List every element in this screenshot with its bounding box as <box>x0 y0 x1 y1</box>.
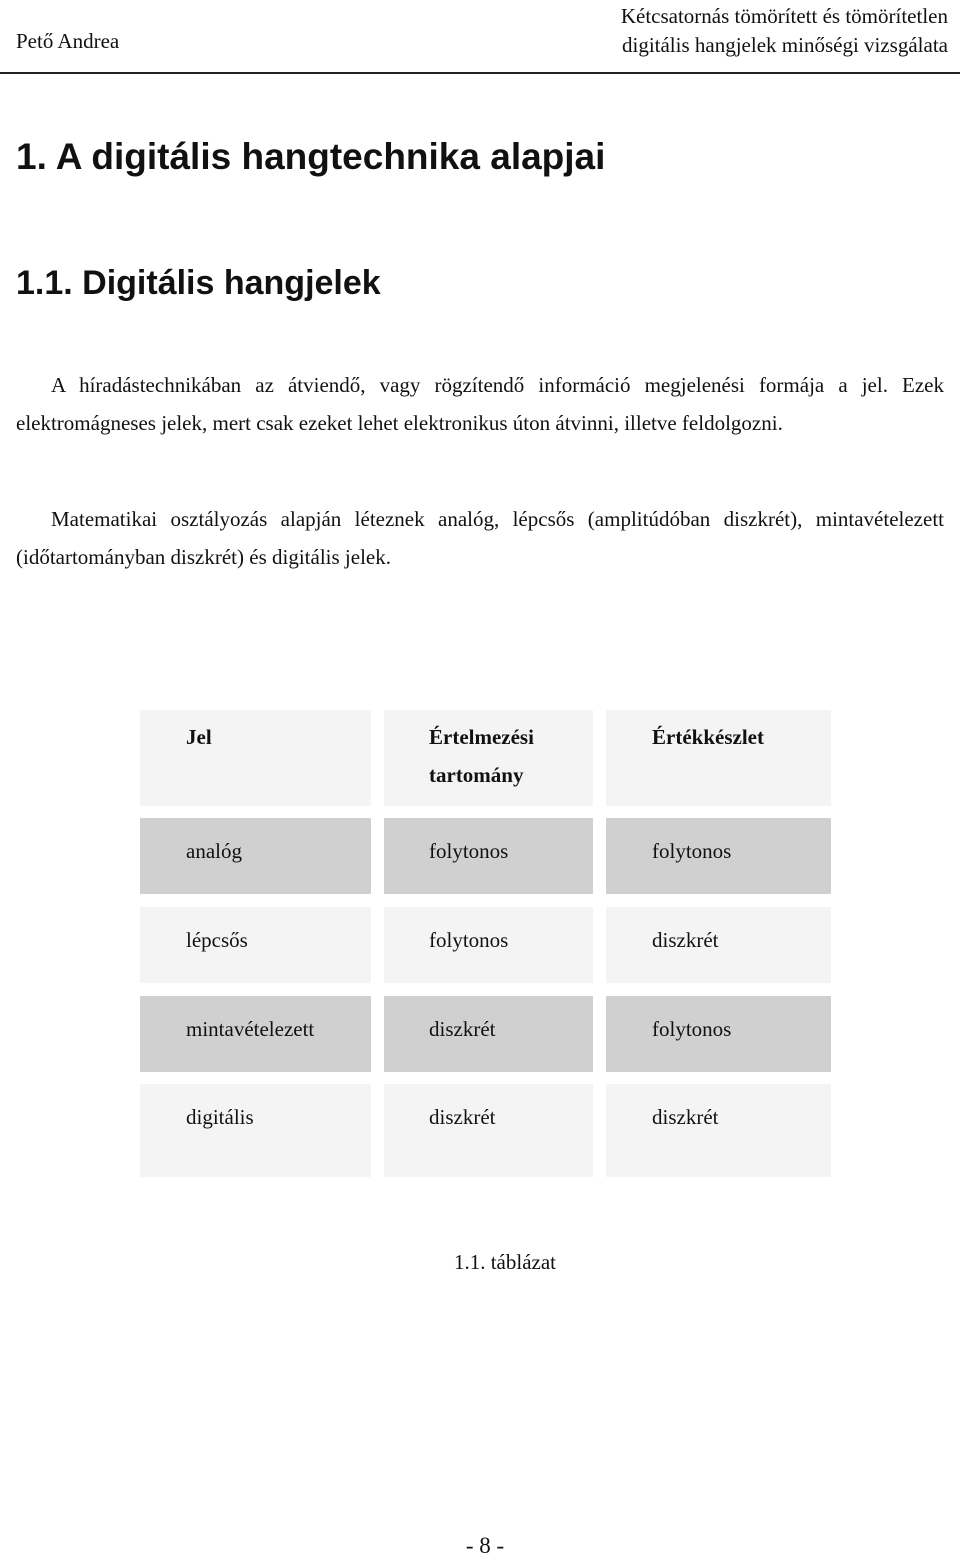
table-cell: diszkrét <box>384 1084 593 1177</box>
header-author: Pető Andrea <box>16 29 120 53</box>
chapter-title: 1. A digitális hangtechnika alapjai <box>16 136 606 177</box>
header-title <box>621 2 948 60</box>
table-cell: folytonos <box>384 818 593 894</box>
table-cell: digitális <box>140 1084 371 1177</box>
table-cell: diszkrét <box>606 907 831 983</box>
paragraph-1: A híradástechnikában az átviendő, vagy rögzítendő információ megjelenési formája a jel. Ezek elektromágneses jelek, mert csak ezeket lehet elektronikus úton átvinni, illetve feldolgozni. <box>16 373 944 435</box>
table-cell: folytonos <box>384 907 593 983</box>
table-header-cell: Jel <box>140 710 371 806</box>
table-cell: folytonos <box>606 818 831 894</box>
table-cell: folytonos <box>606 996 831 1072</box>
table-cell: lépcsős <box>140 907 371 983</box>
section-title: 1.1. Digitális hangjelek <box>16 264 381 302</box>
page-number: - 8 - <box>465 1533 505 1558</box>
page-header <box>0 0 960 74</box>
table-cell: analóg <box>140 818 371 894</box>
table-caption: 1.1. táblázat <box>453 1250 557 1274</box>
paragraph-2: Matematikai osztályozás alapján léteznek analóg, lépcsős (amplitúdóban diszkrét), mintavételezett (időtartományban diszkrét) és digitális jelek. <box>16 507 944 569</box>
table-cell: mintavételezett <box>140 996 371 1072</box>
table-header-cell: Értékkészlet <box>606 710 831 806</box>
header-title-line1: Kétcsatornás tömörített és tömörítetlen <box>620 4 948 28</box>
table-header-cell: Értelmezési tartomány <box>384 710 593 806</box>
table-cell: diszkrét <box>606 1084 831 1177</box>
header-title-line2: digitális hangjelek minőségi vizsgálata <box>621 33 948 57</box>
table-cell: diszkrét <box>384 996 593 1072</box>
